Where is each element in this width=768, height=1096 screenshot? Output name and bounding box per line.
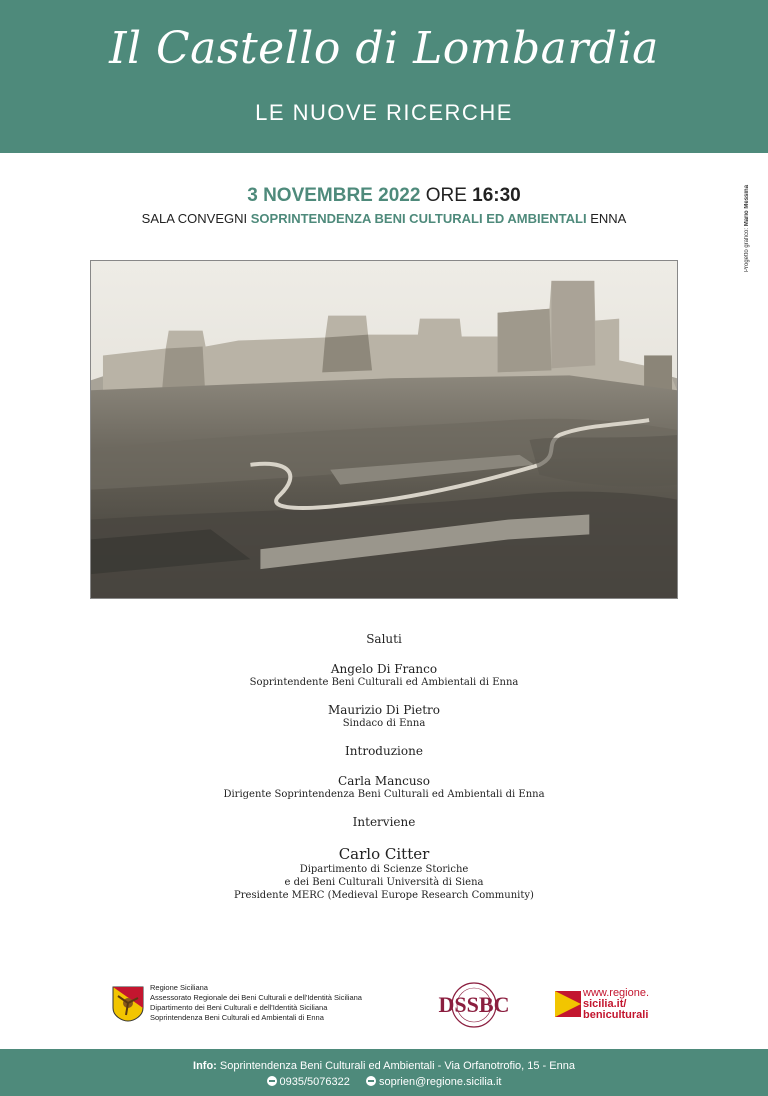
speaker-name: Angelo Di Franco xyxy=(330,662,438,676)
program xyxy=(0,632,768,916)
beni-culturali-web-icon xyxy=(555,991,581,1017)
speaker-role: Dipartimento di Scienze Storiche xyxy=(299,864,469,875)
dssbc-wordmark: DSSBC xyxy=(438,992,510,1017)
web-address[interactable] xyxy=(583,988,649,1021)
region-line: Assessorato Regionale dei Beni Culturali e dell'Identità Siciliana xyxy=(150,993,362,1002)
footer-contacts xyxy=(0,1076,768,1088)
region-line: Dipartimento dei Beni Culturali e dell'Identità Siciliana xyxy=(150,1003,328,1012)
event-date: 3 NOVEMBRE 2022 xyxy=(247,185,421,206)
speaker-name: Maurizio Di Pietro xyxy=(327,703,440,717)
web-line-1: www.regione. xyxy=(583,987,650,999)
info-text: Soprintendenza Beni Culturali ed Ambientali - Via Orfanotrofio, 15 - Enna xyxy=(219,1060,575,1072)
castle-photo-illustration xyxy=(91,261,677,598)
venue-name: SOPRINTENDENZA BENI CULTURALI ED AMBIENTALI xyxy=(250,211,587,226)
region-line: Soprintendenza Beni Culturali ed Ambientali di Enna xyxy=(150,1013,324,1022)
speaker-4 xyxy=(0,845,768,902)
speaker-name: Carla Mancuso xyxy=(338,774,430,788)
speaker-3 xyxy=(0,774,768,801)
info-label: Info: xyxy=(193,1060,217,1072)
speaker-name: Carlo Citter xyxy=(338,845,430,863)
page-title: Il Castello di Lombardia xyxy=(109,23,659,74)
phone-icon xyxy=(267,1076,277,1086)
event-venue-line xyxy=(0,211,768,226)
header-banner xyxy=(0,0,768,153)
logo-strip xyxy=(0,980,768,1040)
regione-siciliana-emblem-icon xyxy=(112,986,144,1022)
speaker-role: e dei Beni Culturali Università di Siena xyxy=(284,877,484,888)
castle-photo xyxy=(90,260,678,599)
speaker-role: Soprintendente Beni Culturali ed Ambientali di Enna xyxy=(249,677,519,688)
regione-siciliana-text xyxy=(150,983,362,1023)
section-saluti: Saluti xyxy=(366,632,402,646)
speaker-role: Dirigente Soprintendenza Beni Culturali ed Ambientali di Enna xyxy=(223,789,545,800)
event-time-label: ORE xyxy=(425,185,467,206)
venue-prefix: SALA CONVEGNI xyxy=(141,211,248,226)
footer-phone[interactable]: 0935/5076322 xyxy=(279,1076,350,1088)
web-line-2: sicilia.it/ xyxy=(583,998,627,1010)
footer-banner xyxy=(0,1049,768,1096)
speaker-1 xyxy=(0,662,768,689)
speaker-role: Sindaco di Enna xyxy=(342,718,426,729)
venue-city: ENNA xyxy=(590,211,627,226)
event-date-line xyxy=(0,185,768,207)
region-line: Regione Siciliana xyxy=(150,983,208,992)
dssbc-logo xyxy=(432,980,516,1030)
speaker-2 xyxy=(0,703,768,730)
email-icon xyxy=(366,1076,376,1086)
credit-author: Mario Messina xyxy=(744,184,750,227)
event-time: 16:30 xyxy=(472,185,521,206)
section-introduzione: Introduzione xyxy=(345,744,423,758)
credit-label: Progetto grafico: xyxy=(744,227,750,272)
footer-info xyxy=(0,1060,768,1072)
web-line-3: beniculturali xyxy=(583,1009,649,1021)
page-subtitle: LE NUOVE RICERCHE xyxy=(255,100,513,125)
section-interviene: Interviene xyxy=(352,815,416,829)
speaker-role: Presidente MERC (Medieval Europe Research Community) xyxy=(234,890,534,901)
footer-email[interactable]: soprien@regione.sicilia.it xyxy=(379,1076,502,1088)
